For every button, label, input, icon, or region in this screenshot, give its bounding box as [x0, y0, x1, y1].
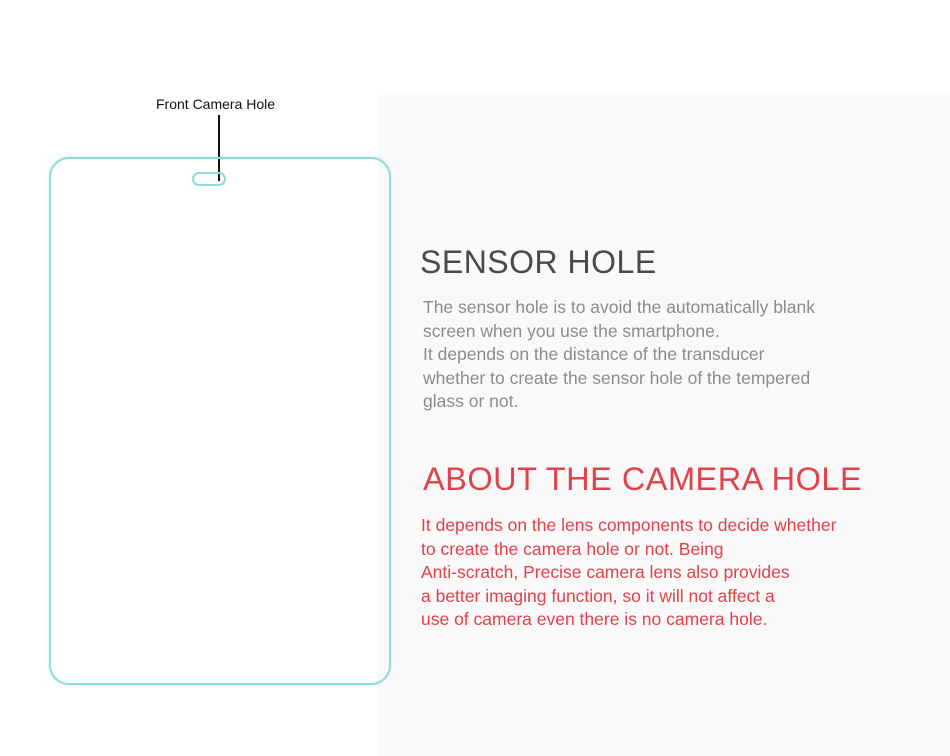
sensor-hole-line: The sensor hole is to avoid the automatically blank: [423, 297, 816, 317]
sensor-hole-heading: SENSOR HOLE: [420, 244, 657, 280]
sensor-hole-description: [423, 296, 923, 414]
camera-hole-line: It depends on the lens components to decide whether: [421, 515, 837, 535]
background-panel: [378, 95, 950, 756]
sensor-hole-line: whether to create the sensor hole of the tempered: [423, 367, 811, 388]
front-camera-hole-label: Front Camera Hole: [156, 96, 276, 112]
camera-hole-description: [421, 514, 941, 632]
camera-hole-line: to create the camera hole or not. Being: [421, 538, 724, 559]
camera-hole-line: Anti-scratch, Precise camera lens also provides: [421, 562, 790, 582]
sensor-hole-line: screen when you use the smartphone.: [423, 320, 720, 341]
tempered-glass-outline: [49, 157, 391, 685]
camera-hole-heading: ABOUT THE CAMERA HOLE: [423, 461, 863, 497]
sensor-hole-line: It depends on the distance of the transducer: [423, 344, 765, 364]
camera-hole-icon: [192, 172, 226, 186]
camera-hole-line: a better imaging function, so it will not affect a: [421, 585, 775, 606]
camera-hole-line: use of camera even there is no camera hole.: [421, 609, 768, 629]
sensor-hole-line: glass or not.: [423, 391, 519, 411]
